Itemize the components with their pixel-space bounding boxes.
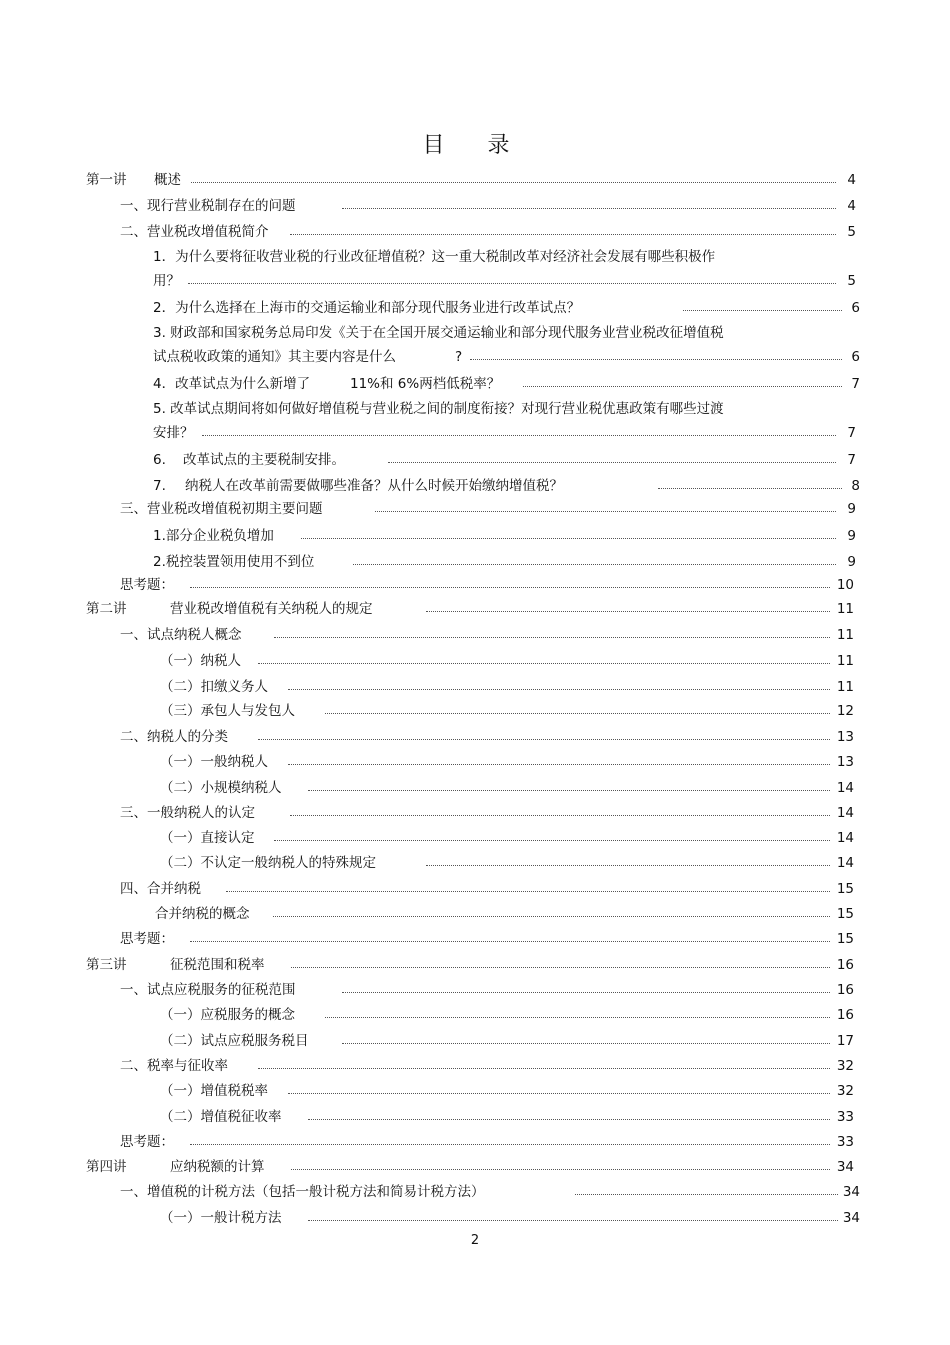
- dot-leader: [523, 386, 842, 387]
- toc-entry[interactable]: [120, 803, 854, 823]
- toc-entry[interactable]: [153, 298, 860, 318]
- dot-leader: [290, 234, 836, 235]
- entry-page: 16: [836, 957, 854, 973]
- toc-entry[interactable]: [153, 450, 856, 470]
- entry-page: 12: [836, 703, 854, 719]
- entry-title: （三）承包人与发包人: [160, 703, 295, 719]
- entry-page: 32: [836, 1058, 854, 1074]
- dot-leader: [375, 511, 836, 512]
- dot-leader: [190, 1144, 830, 1145]
- entry-title: 四、合并纳税: [120, 881, 201, 897]
- entry-number: 第四讲: [86, 1159, 127, 1175]
- toc-entry[interactable]: [120, 980, 854, 1000]
- entry-page: 5: [847, 224, 856, 240]
- dot-leader: [426, 865, 830, 866]
- toc-entry[interactable]: [160, 1005, 854, 1025]
- dot-leader: [258, 663, 830, 664]
- dot-leader: [301, 538, 836, 539]
- entry-title: 二、税率与征收率: [120, 1058, 228, 1074]
- entry-page: 15: [836, 931, 854, 947]
- entry-number: 第二讲: [86, 601, 127, 617]
- toc-entry[interactable]: [86, 1157, 854, 1177]
- dot-leader: [308, 1119, 830, 1120]
- toc-entry[interactable]: [160, 1031, 854, 1051]
- entry-title: （二）不认定一般纳税人的特殊规定: [160, 855, 376, 871]
- entry-title: 一、现行营业税制存在的问题: [120, 198, 296, 214]
- entry-page: 15: [836, 906, 854, 922]
- toc-entry[interactable]: [153, 476, 860, 496]
- entry-title: （一）纳税人: [160, 653, 241, 669]
- entry-page: 14: [836, 855, 854, 871]
- entry-title: 应纳税额的计算: [170, 1159, 265, 1175]
- entry-title: 三、一般纳税人的认定: [120, 805, 255, 821]
- entry-title: （一）直接认定: [160, 830, 255, 846]
- dot-leader: [426, 611, 830, 612]
- toc-entry[interactable]: [86, 170, 856, 190]
- toc-entry[interactable]: [120, 196, 856, 216]
- entry-title: 4．改革试点为什么新增了: [153, 376, 311, 392]
- entry-title: 征税范围和税率: [170, 957, 265, 973]
- entry-title: （二）扣缴义务人: [160, 679, 268, 695]
- entry-title: 二、纳税人的分类: [120, 729, 228, 745]
- entry-title: 思考题：: [120, 577, 174, 593]
- entry-page: 6: [851, 300, 860, 316]
- entry-page: 11: [836, 653, 854, 669]
- entry-title: 1.部分企业税负增加: [153, 528, 274, 544]
- dot-leader: [226, 891, 830, 892]
- entry-title: 三、营业税改增值税初期主要问题: [120, 501, 323, 517]
- entry-title: 2.税控装置领用使用不到位: [153, 554, 315, 570]
- toc-entry[interactable]: [120, 1056, 854, 1076]
- entry-title: 一、增值税的计税方法（包括一般计税方法和简易计税方法）: [120, 1184, 485, 1200]
- entry-page: 33: [836, 1109, 854, 1125]
- dot-leader: [188, 283, 836, 284]
- entry-page: 32: [836, 1083, 854, 1099]
- entry-number: 第三讲: [86, 957, 127, 973]
- entry-title-line1: 3. 财政部和国家税务总局印发《关于在全国开展交通运输业和部分现代服务业营业税改征增值税: [153, 325, 724, 341]
- entry-number: 6.: [153, 452, 166, 468]
- toc-entry[interactable]: [153, 526, 856, 546]
- toc-entry[interactable]: [120, 929, 854, 949]
- entry-page: 7: [847, 425, 856, 441]
- toc-entry[interactable]: [160, 1208, 860, 1228]
- toc-entry[interactable]: [120, 727, 854, 747]
- page-number: 2: [470, 1233, 480, 1248]
- entry-page: 9: [847, 501, 856, 517]
- entry-page: 13: [836, 729, 854, 745]
- dot-leader: [308, 1220, 838, 1221]
- entry-page: 15: [836, 881, 854, 897]
- entry-title: 一、试点纳税人概念: [120, 627, 242, 643]
- toc-entry[interactable]: [160, 677, 854, 697]
- toc-entry[interactable]: [120, 879, 854, 899]
- entry-page: 16: [836, 982, 854, 998]
- entry-title: （二）试点应税服务税目: [160, 1033, 309, 1049]
- toc-entry[interactable]: [153, 347, 860, 367]
- dot-leader: [325, 1017, 830, 1018]
- entry-title: （二）增值税征收率: [160, 1109, 282, 1125]
- toc-entry[interactable]: [86, 599, 854, 619]
- dot-leader: [342, 1043, 830, 1044]
- entry-title: 改革试点的主要税制安排。: [183, 452, 345, 468]
- dot-leader: [258, 1068, 830, 1069]
- entry-page: 7: [847, 452, 856, 468]
- dot-leader: [308, 790, 830, 791]
- toc-entry[interactable]: [120, 222, 856, 242]
- entry-title: （二）小规模纳税人: [160, 780, 282, 796]
- toc-entry[interactable]: [160, 828, 854, 848]
- dot-leader: [342, 992, 830, 993]
- toc-entry[interactable]: [120, 575, 854, 595]
- entry-page: 34: [842, 1184, 860, 1200]
- dot-leader: [258, 739, 830, 740]
- entry-page: 9: [847, 554, 856, 570]
- entry-title: 合并纳税的概念: [155, 906, 250, 922]
- toc-entry[interactable]: [160, 651, 854, 671]
- entry-title: 思考题：: [120, 931, 174, 947]
- toc-entry[interactable]: [120, 1132, 854, 1152]
- entry-title: 一、试点应税服务的征税范围: [120, 982, 296, 998]
- entry-title-line2: 试点税收政策的通知》其主要内容是什么: [153, 349, 396, 365]
- dot-leader: [190, 941, 830, 942]
- entry-page: 7: [851, 376, 860, 392]
- dot-leader: [202, 435, 836, 436]
- entry-title: 概述: [154, 172, 181, 188]
- entry-title: 纳税人在改革前需要做哪些准备？从什么时候开始缴纳增值税？: [185, 478, 563, 494]
- entry-page: 14: [836, 830, 854, 846]
- toc-entry[interactable]: [120, 1182, 860, 1202]
- entry-title: 营业税改增值税有关纳税人的规定: [170, 601, 373, 617]
- entry-number: 7.: [153, 478, 166, 494]
- entry-title: 二、营业税改增值税简介: [120, 224, 269, 240]
- entry-page: 11: [836, 627, 854, 643]
- toc-title: 目 录: [422, 133, 528, 158]
- toc-entry[interactable]: [160, 853, 854, 873]
- entry-page: 10: [836, 577, 854, 593]
- dot-leader: [658, 488, 842, 489]
- entry-title-line1: 1．为什么要将征收营业税的行业改征增值税？这一重大税制改革对经济社会发展有哪些积极作: [153, 249, 716, 265]
- toc-entry[interactable]: [120, 499, 856, 519]
- entry-page: 9: [847, 528, 856, 544]
- entry-page: 14: [836, 780, 854, 796]
- entry-page: 11: [836, 601, 854, 617]
- dot-leader: [388, 462, 836, 463]
- entry-page: 17: [836, 1033, 854, 1049]
- toc-entry[interactable]: [160, 1081, 854, 1101]
- toc-entry[interactable]: [160, 778, 854, 798]
- dot-leader: [353, 564, 836, 565]
- dot-leader: [274, 840, 830, 841]
- entry-title: （一）一般计税方法: [160, 1210, 282, 1226]
- toc-entry[interactable]: [153, 271, 856, 291]
- toc-entry[interactable]: [153, 552, 856, 572]
- dot-leader: [683, 310, 842, 311]
- entry-page: 34: [836, 1159, 854, 1175]
- entry-page: 8: [851, 478, 860, 494]
- dot-leader: [190, 587, 830, 588]
- toc-entry[interactable]: [155, 904, 854, 924]
- entry-page: 11: [836, 679, 854, 695]
- dot-leader: [470, 359, 842, 360]
- dot-leader: [291, 1169, 830, 1170]
- toc-entry[interactable]: [160, 752, 854, 772]
- entry-title-line1: 5. 改革试点期间将如何做好增值税与营业税之间的制度衔接？对现行营业税优惠政策有哪些过渡: [153, 401, 724, 417]
- entry-page: 4: [847, 198, 856, 214]
- entry-page: 6: [851, 349, 860, 365]
- dot-leader: [273, 916, 830, 917]
- toc-entry[interactable]: [153, 423, 856, 443]
- entry-page: 16: [836, 1007, 854, 1023]
- toc-entry[interactable]: [86, 955, 854, 975]
- dot-leader: [274, 637, 830, 638]
- entry-title: （一）增值税税率: [160, 1083, 268, 1099]
- dot-leader: [288, 1093, 830, 1094]
- dot-leader: [342, 208, 836, 209]
- entry-page: 33: [836, 1134, 854, 1150]
- entry-page: 5: [847, 273, 856, 289]
- entry-title: 2．为什么选择在上海市的交通运输业和部分现代服务业进行改革试点？: [153, 300, 581, 316]
- dot-leader: [290, 815, 830, 816]
- entry-title: （一）一般纳税人: [160, 754, 268, 770]
- entry-title-cont: 11%和 6%两档低税率？: [350, 376, 501, 392]
- dot-leader: [191, 182, 836, 183]
- dot-leader: [575, 1194, 838, 1195]
- entry-title: 思考题：: [120, 1134, 174, 1150]
- dot-leader: [291, 967, 830, 968]
- entry-page: 14: [836, 805, 854, 821]
- dot-leader: [325, 713, 830, 714]
- toc-entry[interactable]: [153, 374, 860, 394]
- dot-leader: [288, 689, 830, 690]
- entry-title-line2: 安排？: [153, 425, 194, 441]
- dot-leader: [288, 764, 830, 765]
- entry-page: 34: [842, 1210, 860, 1226]
- toc-entry[interactable]: [120, 625, 854, 645]
- entry-title-line2: 用？: [153, 273, 180, 289]
- entry-page: 13: [836, 754, 854, 770]
- toc-entry[interactable]: [160, 1107, 854, 1127]
- entry-page: 4: [847, 172, 856, 188]
- entry-title-suffix: ?: [455, 349, 463, 365]
- entry-title: （一）应税服务的概念: [160, 1007, 295, 1023]
- entry-number: 第一讲: [86, 172, 127, 188]
- toc-entry[interactable]: [160, 701, 854, 721]
